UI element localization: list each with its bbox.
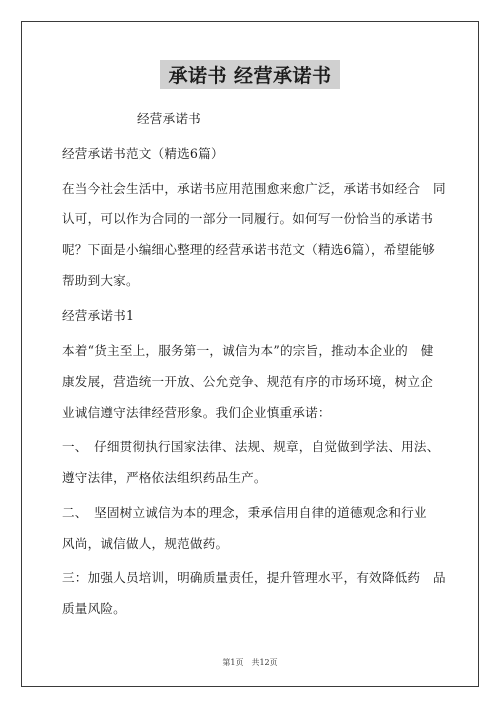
section-heading: 经营承诺书1 <box>62 308 135 323</box>
paragraph-line: 一、 仔细贯彻执行国家法律、法规、规章，自觉做到学法、用法、 <box>62 439 440 454</box>
paragraph-line: 帮助到大家。 <box>62 273 139 288</box>
document-title: 承诺书 经营承诺书 <box>160 60 339 89</box>
paragraph-line: 二、 坚固树立诚信为本的理念，秉承信用自律的道德观念和行业 <box>62 505 427 520</box>
paragraph-line: 本着“货主至上，服务第一，诚信为本”的宗旨，推动本企业的 健 <box>62 343 434 358</box>
paragraph-line: 康发展，营造统一开放、公允竞争、规范有序的市场环境，树立企 <box>62 374 434 389</box>
paragraph-line: 业诚信遵守法律经营形象。我们企业慎重承诺： <box>62 405 331 420</box>
paragraph-line: 风尚，诚信做人，规范做药。 <box>62 536 229 551</box>
paragraph-line: 在当今社会生活中，承诺书应用范围愈来愈广泛，承诺书如经合 同 <box>62 181 446 196</box>
paragraph-line: 认可，可以作为合同的一部分一同履行。如何写一份恰当的承诺书 <box>62 211 434 226</box>
paragraph-line: 呢？下面是小编细心整理的经营承诺书范文（精选6篇），希望能够 <box>62 242 435 257</box>
paragraph-line: 经营承诺书范文（精选6篇） <box>62 146 224 161</box>
paragraph-line: 遵守法律，严格依法组织药品生产。 <box>62 470 267 485</box>
page-number-footer: 第1页 共12页 <box>222 658 278 667</box>
document-title-wrap <box>0 60 500 89</box>
paragraph-line: 质量风险。 <box>62 601 126 616</box>
paragraph-line: 三：加强人员培训，明确质量责任，提升管理水平，有效降低药 品 <box>62 570 446 585</box>
document-subtitle: 经营承诺书 <box>137 111 201 126</box>
